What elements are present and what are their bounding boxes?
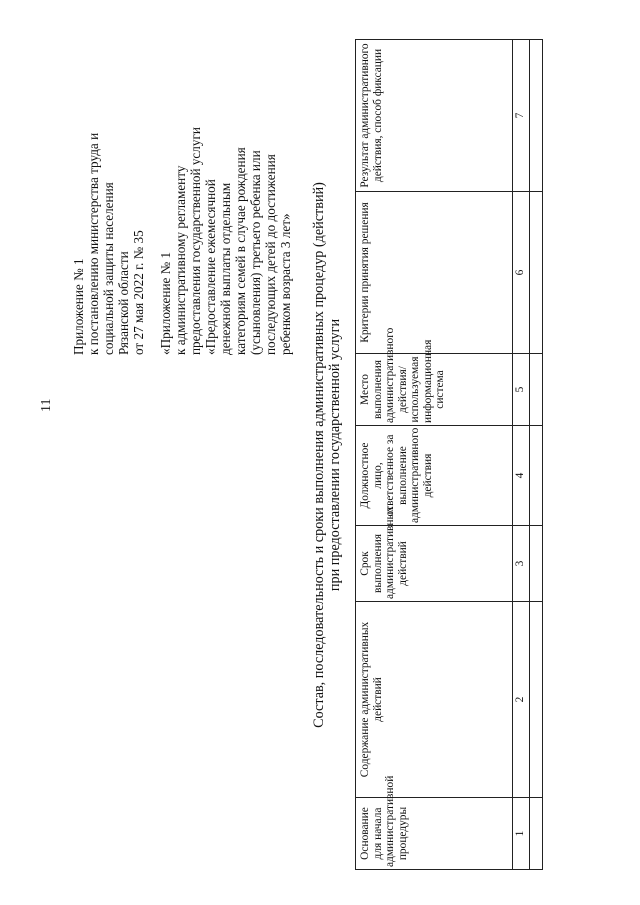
header-term: Срок выполнения административных действий bbox=[356, 526, 513, 602]
regulation-line: (усыновления) третьего ребенка или bbox=[248, 150, 263, 355]
regulation-line: «Предоставление ежемесячной bbox=[203, 179, 218, 355]
column-number: 7 bbox=[513, 40, 530, 192]
regulation-line: предоставления государственной услуги bbox=[188, 127, 203, 355]
header-basis: Основание для начала административной процедуры bbox=[356, 798, 513, 870]
header-result: Результат административного действия, способ фиксации bbox=[356, 40, 513, 192]
header-criteria: Критерии принятия решения bbox=[356, 192, 513, 354]
header-official: Должностное лицо, ответственное за выполнение административного действия bbox=[356, 426, 513, 526]
title-line-1: Состав, последовательность и сроки выполнения административных процедур (действий) bbox=[311, 182, 327, 728]
regulation-line: «Приложение № 1 bbox=[158, 251, 173, 355]
column-number: 3 bbox=[513, 526, 530, 602]
appendix-line: к постановлению министерства труда и bbox=[86, 132, 101, 355]
table-row bbox=[530, 40, 543, 870]
procedures-table bbox=[355, 39, 543, 870]
title-line-2: при предоставлении государственной услуги bbox=[327, 318, 343, 592]
header-content: Содержание административных действий bbox=[356, 602, 513, 798]
appendix-line: Рязанской области bbox=[116, 251, 131, 355]
column-number: 4 bbox=[513, 426, 530, 526]
column-number: 1 bbox=[513, 798, 530, 870]
appendix-line: от 27 мая 2022 г. № 35 bbox=[131, 230, 146, 355]
appendix-line: Приложение № 1 bbox=[71, 258, 86, 355]
appendix-line: социальной защиты населения bbox=[101, 182, 116, 355]
regulation-line: категориям семей в случае рождения bbox=[233, 147, 248, 355]
column-number: 6 bbox=[513, 192, 530, 354]
regulation-line: последующих детей до достижения bbox=[263, 154, 278, 355]
document-title bbox=[311, 40, 343, 870]
appendix-header bbox=[71, 55, 293, 355]
regulation-line: денежной выплаты отдельным bbox=[218, 182, 233, 355]
header-place: Место выполнения административного действия/используемая информационная система bbox=[356, 354, 513, 426]
column-number: 5 bbox=[513, 354, 530, 426]
column-number: 2 bbox=[513, 602, 530, 798]
rotated-landscape-content bbox=[35, 40, 565, 870]
regulation-line: ребенком возраста 3 лет» bbox=[278, 213, 293, 355]
regulation-line: к административному регламенту bbox=[173, 165, 188, 355]
table-number-row bbox=[513, 40, 530, 870]
table-header-row bbox=[356, 40, 513, 870]
page-number: 11 bbox=[39, 398, 54, 412]
